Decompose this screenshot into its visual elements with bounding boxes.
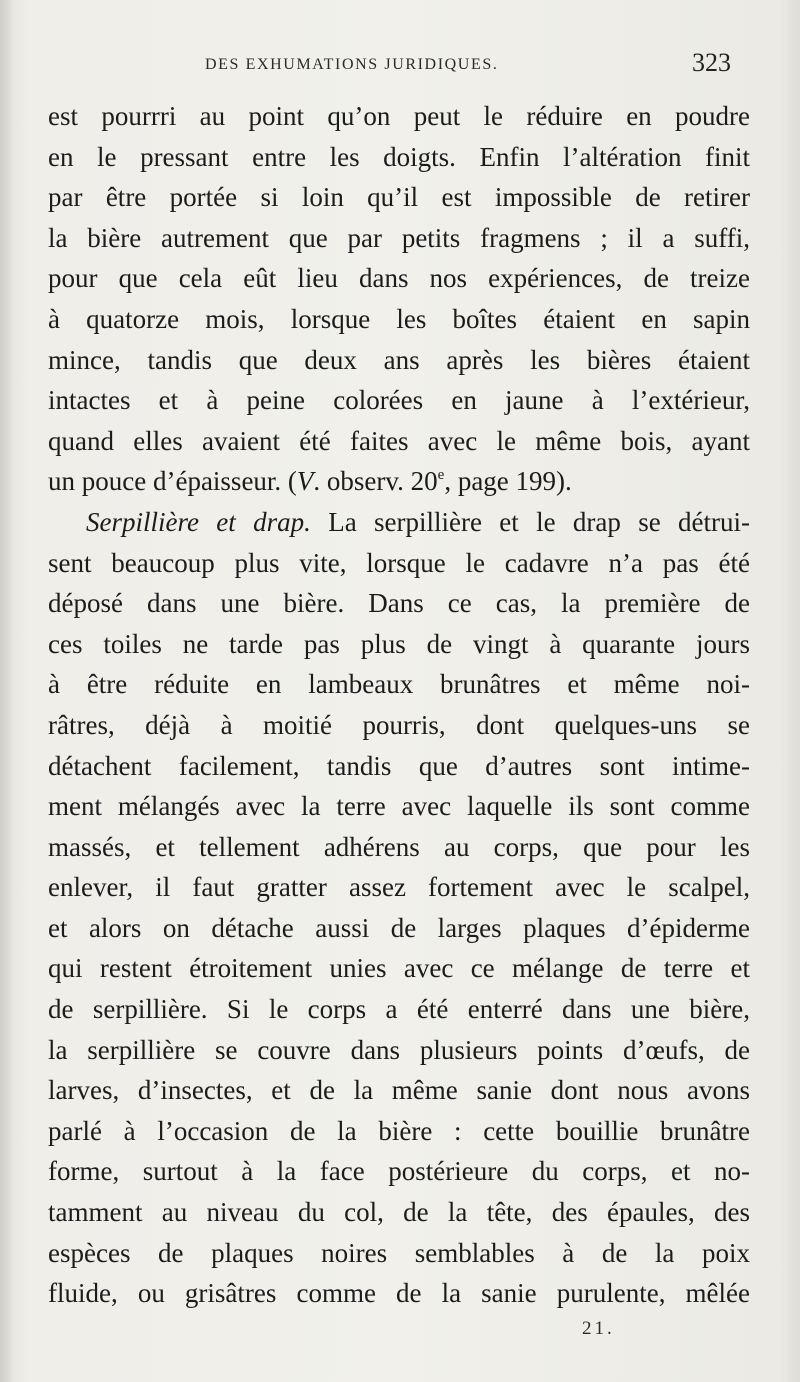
text-line: enlever, il faut gratter assez fortement avec le scalpel, bbox=[48, 872, 750, 903]
text-line-paragraph-end bbox=[48, 461, 750, 502]
running-head: DES EXHUMATIONS JURIDIQUES. bbox=[205, 56, 499, 73]
page-gutter-shadow bbox=[0, 0, 14, 1382]
text-line: pour que cela eût lieu dans nos expériences, de treize bbox=[48, 263, 750, 294]
text-line: détachent facilement, tandis que d’autres sont intime- bbox=[48, 750, 750, 781]
text-line: par être portée si loin qu’il est impossible de retirer bbox=[48, 182, 750, 213]
paragraph-start-line bbox=[48, 502, 750, 543]
page-header bbox=[0, 48, 800, 88]
text-line: en le pressant entre les doigts. Enfin l’altération finit bbox=[48, 141, 750, 172]
text-line: à être réduite en lambeaux brunâtres et même noi- bbox=[48, 669, 750, 700]
text-line: et alors on détache aussi de larges plaques d’épiderme bbox=[48, 912, 750, 943]
text-line: parlé à l’occasion de la bière : cette bouillie brunâtre bbox=[48, 1115, 750, 1146]
text-line: déposé dans une bière. Dans ce cas, la première de bbox=[48, 588, 750, 619]
text-fragment: , page 199). bbox=[444, 466, 572, 497]
text-line: est pourrri au point qu’on peut le réduire en poudre bbox=[48, 101, 750, 131]
text-line: mince, tandis que deux ans après les bières étaient bbox=[48, 344, 750, 375]
text-fragment: un pouce d’épaisseur. ( bbox=[48, 466, 297, 497]
superscript: e bbox=[437, 467, 445, 484]
italic-abbreviation: V bbox=[296, 466, 314, 497]
text-line: à quatorze mois, lorsque les boîtes étaient en sapin bbox=[48, 303, 750, 334]
text-line: intactes et à peine colorées en jaune à l’extérieur, bbox=[48, 385, 750, 416]
text-line: massés, et tellement adhérens au corps, que pour les bbox=[48, 831, 750, 862]
text-line: ment mélangés avec la terre avec laquelle ils sont comme bbox=[48, 791, 750, 822]
text-line: tamment au niveau du col, de la tête, des épaules, des bbox=[48, 1197, 750, 1228]
text-line: de serpillière. Si le corps a été enterré dans une bière, bbox=[48, 994, 750, 1025]
page-number: 323 bbox=[692, 48, 731, 77]
text-line: fluide, ou grisâtres comme de la sanie purulente, mêlée bbox=[48, 1278, 750, 1309]
text-line: ces toiles ne tarde pas plus de vingt à quarante jours bbox=[48, 628, 750, 659]
paragraph-heading-italic: Serpillière et drap. bbox=[86, 506, 311, 537]
text-line: larves, d’insectes, et de la même sanie dont nous avons bbox=[48, 1075, 750, 1106]
text-line: quand elles avaient été faites avec le même bois, ayant bbox=[48, 425, 750, 456]
text-line: qui restent étroitement unies avec ce mélange de terre et bbox=[48, 953, 750, 984]
text-line: la bière autrement que par petits fragmens ; il a suffi, bbox=[48, 222, 750, 253]
text-line: sent beaucoup plus vite, lorsque le cadavre n’a pas été bbox=[48, 547, 750, 578]
text-fragment: La serpillière et le drap se détrui- bbox=[310, 506, 750, 537]
text-line: espèces de plaques noires semblables à de la poix bbox=[48, 1237, 750, 1268]
text-line: la serpillière se couvre dans plusieurs points d’œufs, de bbox=[48, 1034, 750, 1065]
body-text bbox=[48, 96, 750, 1314]
text-fragment: . observ. 20 bbox=[313, 466, 438, 497]
signature-mark: 21. bbox=[582, 1318, 615, 1339]
text-line: forme, surtout à la face postérieure du corps, et no- bbox=[48, 1156, 750, 1187]
text-line: râtres, déjà à moitié pourris, dont quelques-uns se bbox=[48, 709, 750, 740]
